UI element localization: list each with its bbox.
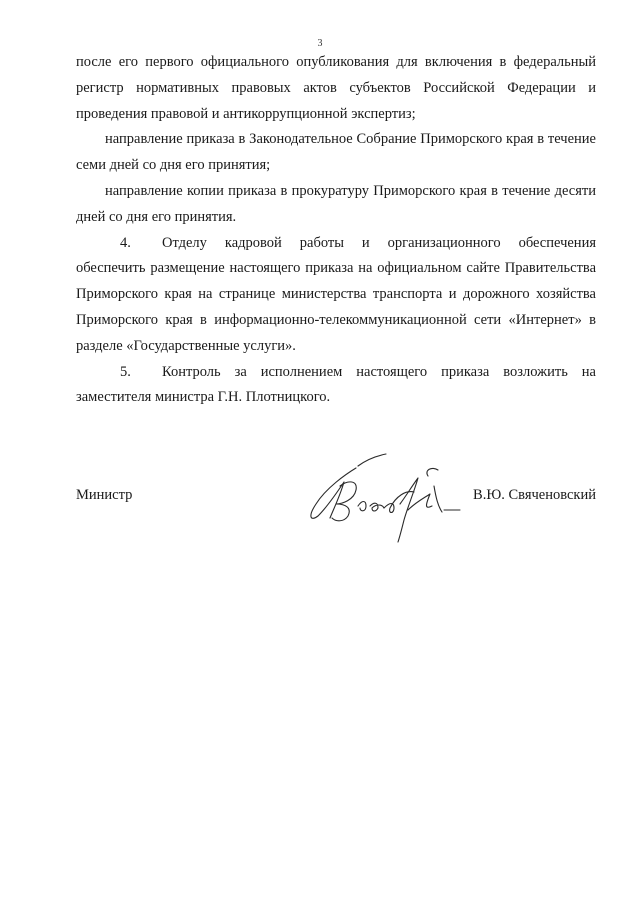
paragraph-publication: после его первого официального опубликования для включения в федеральный регистр нормативных правовых актов субъектов Российской Федерации и проведения правовой и антикоррупционной экспертиз; (76, 54, 596, 122)
item-number: 4. (120, 234, 131, 251)
item-text: Отделу кадровой работы и организационного обеспечения обеспечить размещение настоящего приказа на официальном сайте Правительства Приморского края на странице министерства транспорта и дорожного хозяйства Приморского края в информационно-телекоммуникационной сети «Интернет» в разделе «Государственные услуги». (76, 234, 596, 354)
numbered-item-4 (76, 231, 596, 360)
item-text: Контроль за исполнением настоящего приказа возложить на заместителя министра Г.Н. Плотницкого. (76, 363, 596, 406)
item-number: 5. (120, 363, 131, 380)
signer-name: В.Ю. Свяченовский (473, 487, 596, 503)
handwritten-signature (296, 446, 466, 556)
signer-position: Министр (76, 487, 133, 503)
document-body (76, 50, 596, 411)
page-number: 3 (317, 38, 323, 49)
paragraph-prosecutor: направление копии приказа в прокуратуру Приморского края в течение десяти дней со дня его принятия. (76, 182, 596, 225)
paragraph-legislative-assembly: направление приказа в Законодательное Собрание Приморского края в течение семи дней со дня его принятия; (76, 131, 596, 174)
numbered-item-5 (76, 360, 596, 412)
